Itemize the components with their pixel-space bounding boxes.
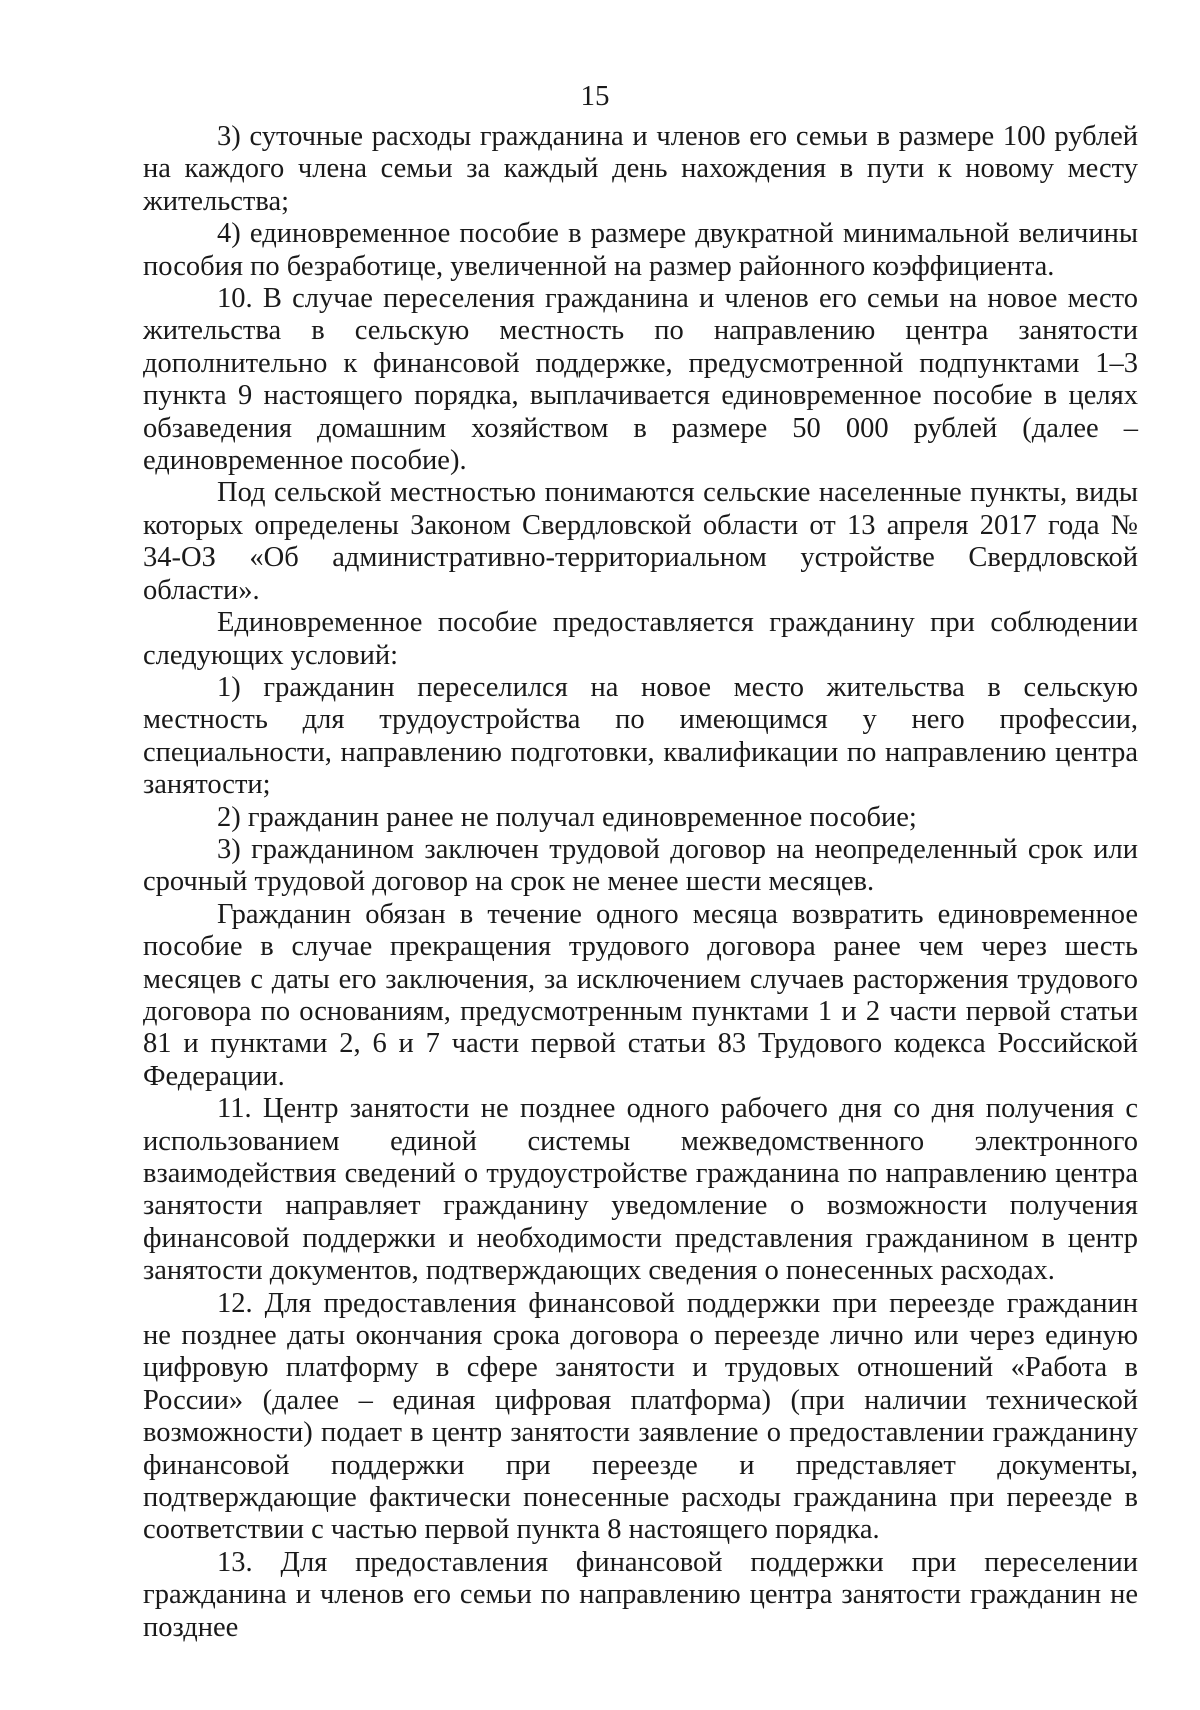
paragraph-clause-13: 13. Для предоставления финансовой поддержки при переселении гражданина и членов его семьи по направлению центра занятости гражданин не позднее xyxy=(143,1546,1138,1643)
paragraph-conditions-intro: Единовременное пособие предоставляется гражданину при соблюдении следующих условий: xyxy=(143,607,1138,671)
paragraph-item-3-daily-expenses: 3) суточные расходы гражданина и членов его семьи в размере 100 рублей на каждого члена семьи за каждый день нахождения в пути к новому месту жительства; xyxy=(143,121,1138,217)
paragraph-rural-definition: Под сельской местностью понимаются сельские населенные пункты, виды которых определены Законом Свердловской области от 13 апреля 2017 года № 34-ОЗ «Об административно-территориальном устройстве Свердловской области». xyxy=(143,477,1138,606)
paragraph-condition-1: 1) гражданин переселился на новое место жительства в сельскую местность для трудоустройства по имеющимся у него профессии, специальности, направлению подготовки, квалификации по направлению центра занятости; xyxy=(143,671,1138,801)
paragraph-refund-obligation: Гражданин обязан в течение одного месяца возвратить единовременное пособие в случае прекращения трудового договора ранее чем через шесть месяцев с даты его заключения, за исключением случаев расторжения трудового договора по основаниям, предусмотренным пунктами 1 и 2 части первой статьи 81 и пунктами 2, 6 и 7 части первой статьи 83 Трудового кодекса Российской Федерации. xyxy=(143,898,1138,1092)
document-body xyxy=(143,121,1138,1644)
paragraph-clause-12: 12. Для предоставления финансовой поддержки при переезде гражданин не позднее даты окончания срока договора о переезде лично или через единую цифровую платформу в сфере занятости и трудовых отношений «Работа в России» (далее – единая цифровая платформа) (при наличии технической возможности) подает в центр занятости заявление о предоставлении гражданину финансовой поддержки при переезде и представляет документы, подтверждающие фактически понесенные расходы гражданина при переезде в соответствии с частью первой пункта 8 настоящего порядка. xyxy=(143,1287,1138,1546)
paragraph-clause-10: 10. В случае переселения гражданина и членов его семьи на новое место жительства в сельскую местность по направлению центра занятости дополнительно к финансовой поддержке, предусмотренной подпунктами 1–3 пункта 9 настоящего порядка, выплачивается единовременное пособие в целях обзаведения домашним хозяйством в размере 50 000 рублей (далее – единовременное пособие). xyxy=(143,283,1138,477)
paragraph-item-4-lump-sum: 4) единовременное пособие в размере двукратной минимальной величины пособия по безработице, увеличенной на размер районного коэффициента. xyxy=(143,218,1138,282)
page-number: 15 xyxy=(580,80,610,112)
paragraph-condition-3: 3) гражданином заключен трудовой договор на неопределенный срок или срочный трудовой договор на срок не менее шести месяцев. xyxy=(143,833,1138,898)
paragraph-clause-11: 11. Центр занятости не позднее одного рабочего дня со дня получения с использованием единой системы межведомственного электронного взаимодействия сведений о трудоустройстве гражданина по направлению центра занятости направляет гражданину уведомление о возможности получения финансовой поддержки и необходимости представления гражданином в центр занятости документов, подтверждающих сведения о понесенных расходах. xyxy=(143,1093,1138,1287)
paragraph-condition-2: 2) гражданин ранее не получал единовременное пособие; xyxy=(217,801,917,833)
